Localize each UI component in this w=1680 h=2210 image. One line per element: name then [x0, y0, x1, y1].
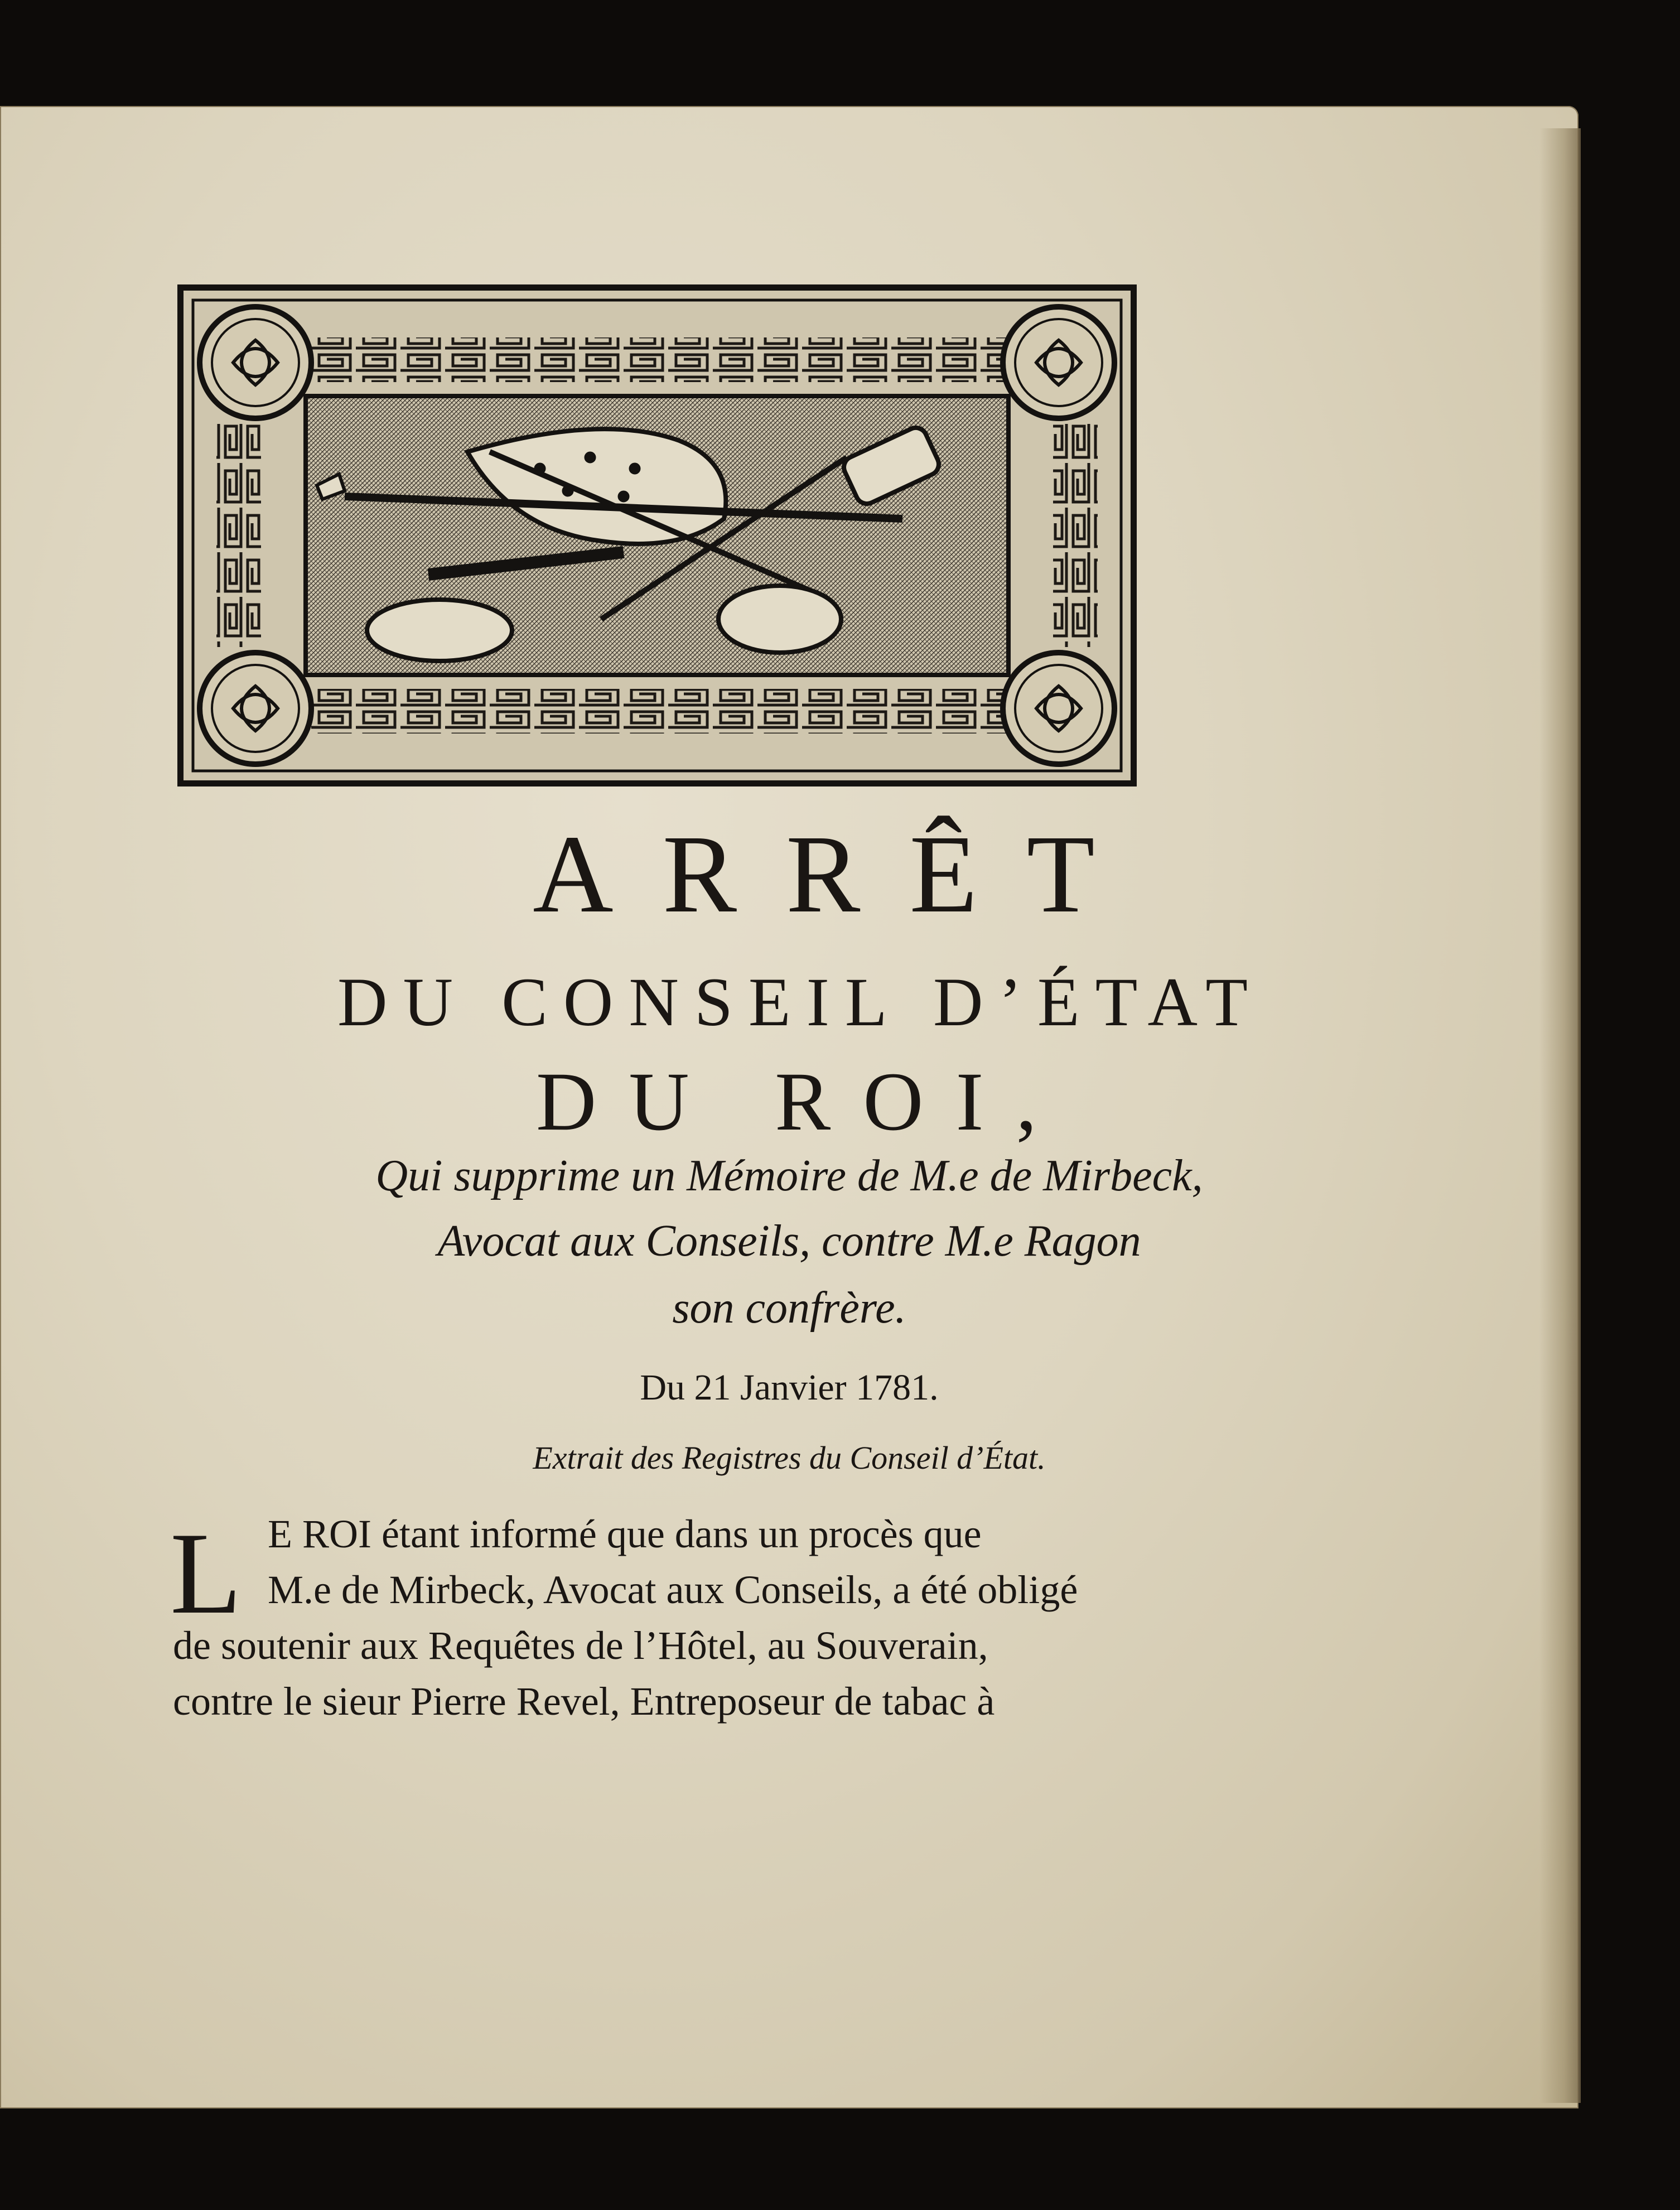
- body-line: de soutenir aux Requêtes de l’Hôtel, au Souverain,: [173, 1623, 988, 1668]
- subtitle-line-3: son confrère.: [672, 1283, 906, 1333]
- title-arret: ARRÊT: [533, 813, 1144, 936]
- corner-rosette-icon: [1003, 653, 1114, 764]
- corner-rosette-icon: [1003, 307, 1114, 418]
- body-line: contre le sieur Pierre Revel, Entreposeur de tabac à: [173, 1679, 995, 1724]
- extract-line: Extrait des Registres du Conseil d’État.: [533, 1440, 1046, 1476]
- body-line: E ROI étant informé que dans un procès que: [268, 1512, 982, 1556]
- subtitle-line-2: Avocat aux Conseils, contre M.e Ragon: [437, 1217, 1141, 1266]
- subtitle-line-1: Qui supprime un Mémoire de M.e de Mirbeck,: [375, 1151, 1203, 1200]
- title-du-roi: DU ROI,: [536, 1055, 1069, 1148]
- body-text: [173, 1506, 1143, 1729]
- date-line: Du 21 Janvier 1781.: [640, 1367, 939, 1408]
- drop-cap: L: [170, 1509, 242, 1638]
- title-conseil-detat: DU CONSEIL D’ÉTAT: [337, 964, 1263, 1040]
- corner-rosette-icon: [200, 653, 311, 764]
- ornamental-woodcut-frame: [177, 284, 1137, 786]
- body-line: M.e de Mirbeck, Avocat aux Conseils, a été obligé: [268, 1567, 1078, 1612]
- corner-rosette-icon: [200, 307, 311, 418]
